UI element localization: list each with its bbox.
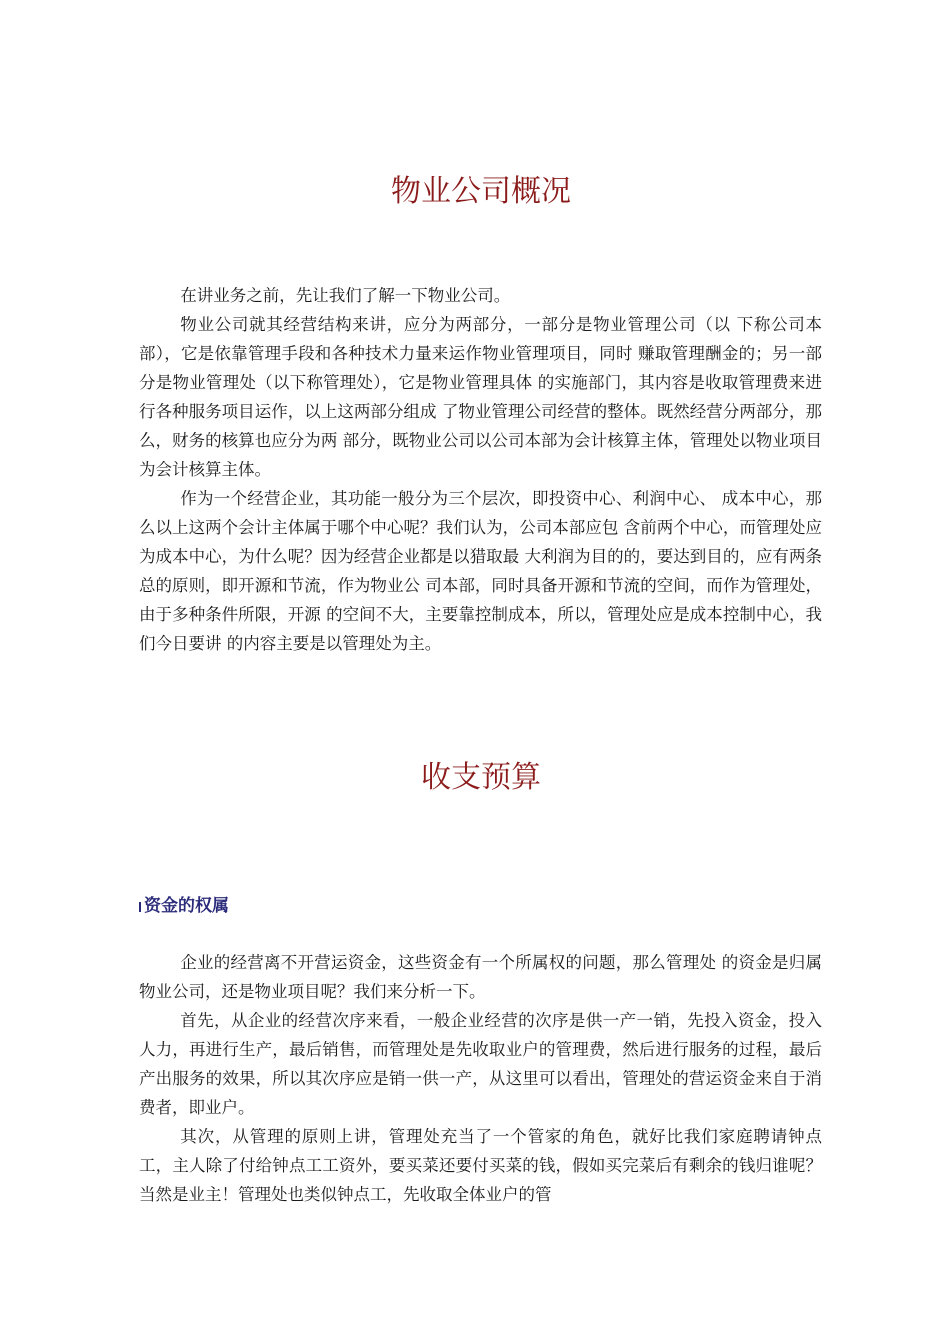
subheading-text: 资金的权属: [144, 896, 229, 916]
section-body-company-overview: [139, 281, 822, 658]
paragraph: 其次，从管理的原则上讲，管理处充当了一个管家的角色，就好比我们家庭聘请钟点工，主人除了付给钟点工工资外，要买菜还要付买菜的钱，假如买完菜后有剩余的钱归谁呢？当然是业主！管理处也类似钟点工，先收取全体业户的管: [139, 1127, 822, 1204]
heading-marker-icon: [139, 902, 141, 912]
section-title-budget: 收支预算: [421, 760, 541, 795]
paragraph: 作为一个经营企业，其功能一般分为三个层次，即投资中心、利润中心、 成本中心，那么以上这两个会计主体属于哪个中心呢？我们认为，公司本部应包 含前两个中心，而管理处应为成本中心，为什么呢？因为经营企业都是以猎取最 大利润为目的的，要达到目的，应有两条总的原则，即开源和节流，作为物业公 司本部，同时具备开源和节流的空间，而作为管理处，由于多种条件所限，开源 的空间不大，主要靠控制成本，所以，管理处应是成本控制中心，我们今日要讲 的内容主要是以管理处为主。: [139, 489, 822, 653]
paragraph: 企业的经营离不开营运资金，这些资金有一个所属权的问题，那么管理处 的资金是归属物业公司，还是物业项目呢？我们来分析一下。: [139, 953, 822, 1001]
section-title-company-overview: 物业公司概况: [391, 174, 571, 209]
subheading-fund-ownership: [139, 894, 229, 918]
paragraph: 在讲业务之前，先让我们了解一下物业公司。: [180, 286, 511, 305]
paragraph: 首先，从企业的经营次序来看，一般企业经营的次序是供一产一销，先投入资金，投入人力，再进行生产，最后销售，而管理处是先收取业户的管理费，然后进行服务的过程，最后产出服务的效果，所以其次序应是销一供一产，从这里可以看出，管理处的营运资金来自于消费者，即业户。: [139, 1011, 822, 1117]
section-body-budget: [139, 948, 822, 1209]
paragraph: 物业公司就其经营结构来讲，应分为两部分，一部分是物业管理公司（以 下称公司本部），它是依靠管理手段和各种技术力量来运作物业管理项目，同时 赚取管理酬金的；另一部分是物业管理处（以下称管理处），它是物业管理具体 的实施部门，其内容是收取管理费来进行各种服务项目运作，以上这两部分组成 了物业管理公司经营的整体。既然经营分两部分，那么，财务的核算也应分为两 部分，既物业公司以公司本部为会计核算主体，管理处以物业项目为会计核算主体。: [139, 315, 822, 479]
